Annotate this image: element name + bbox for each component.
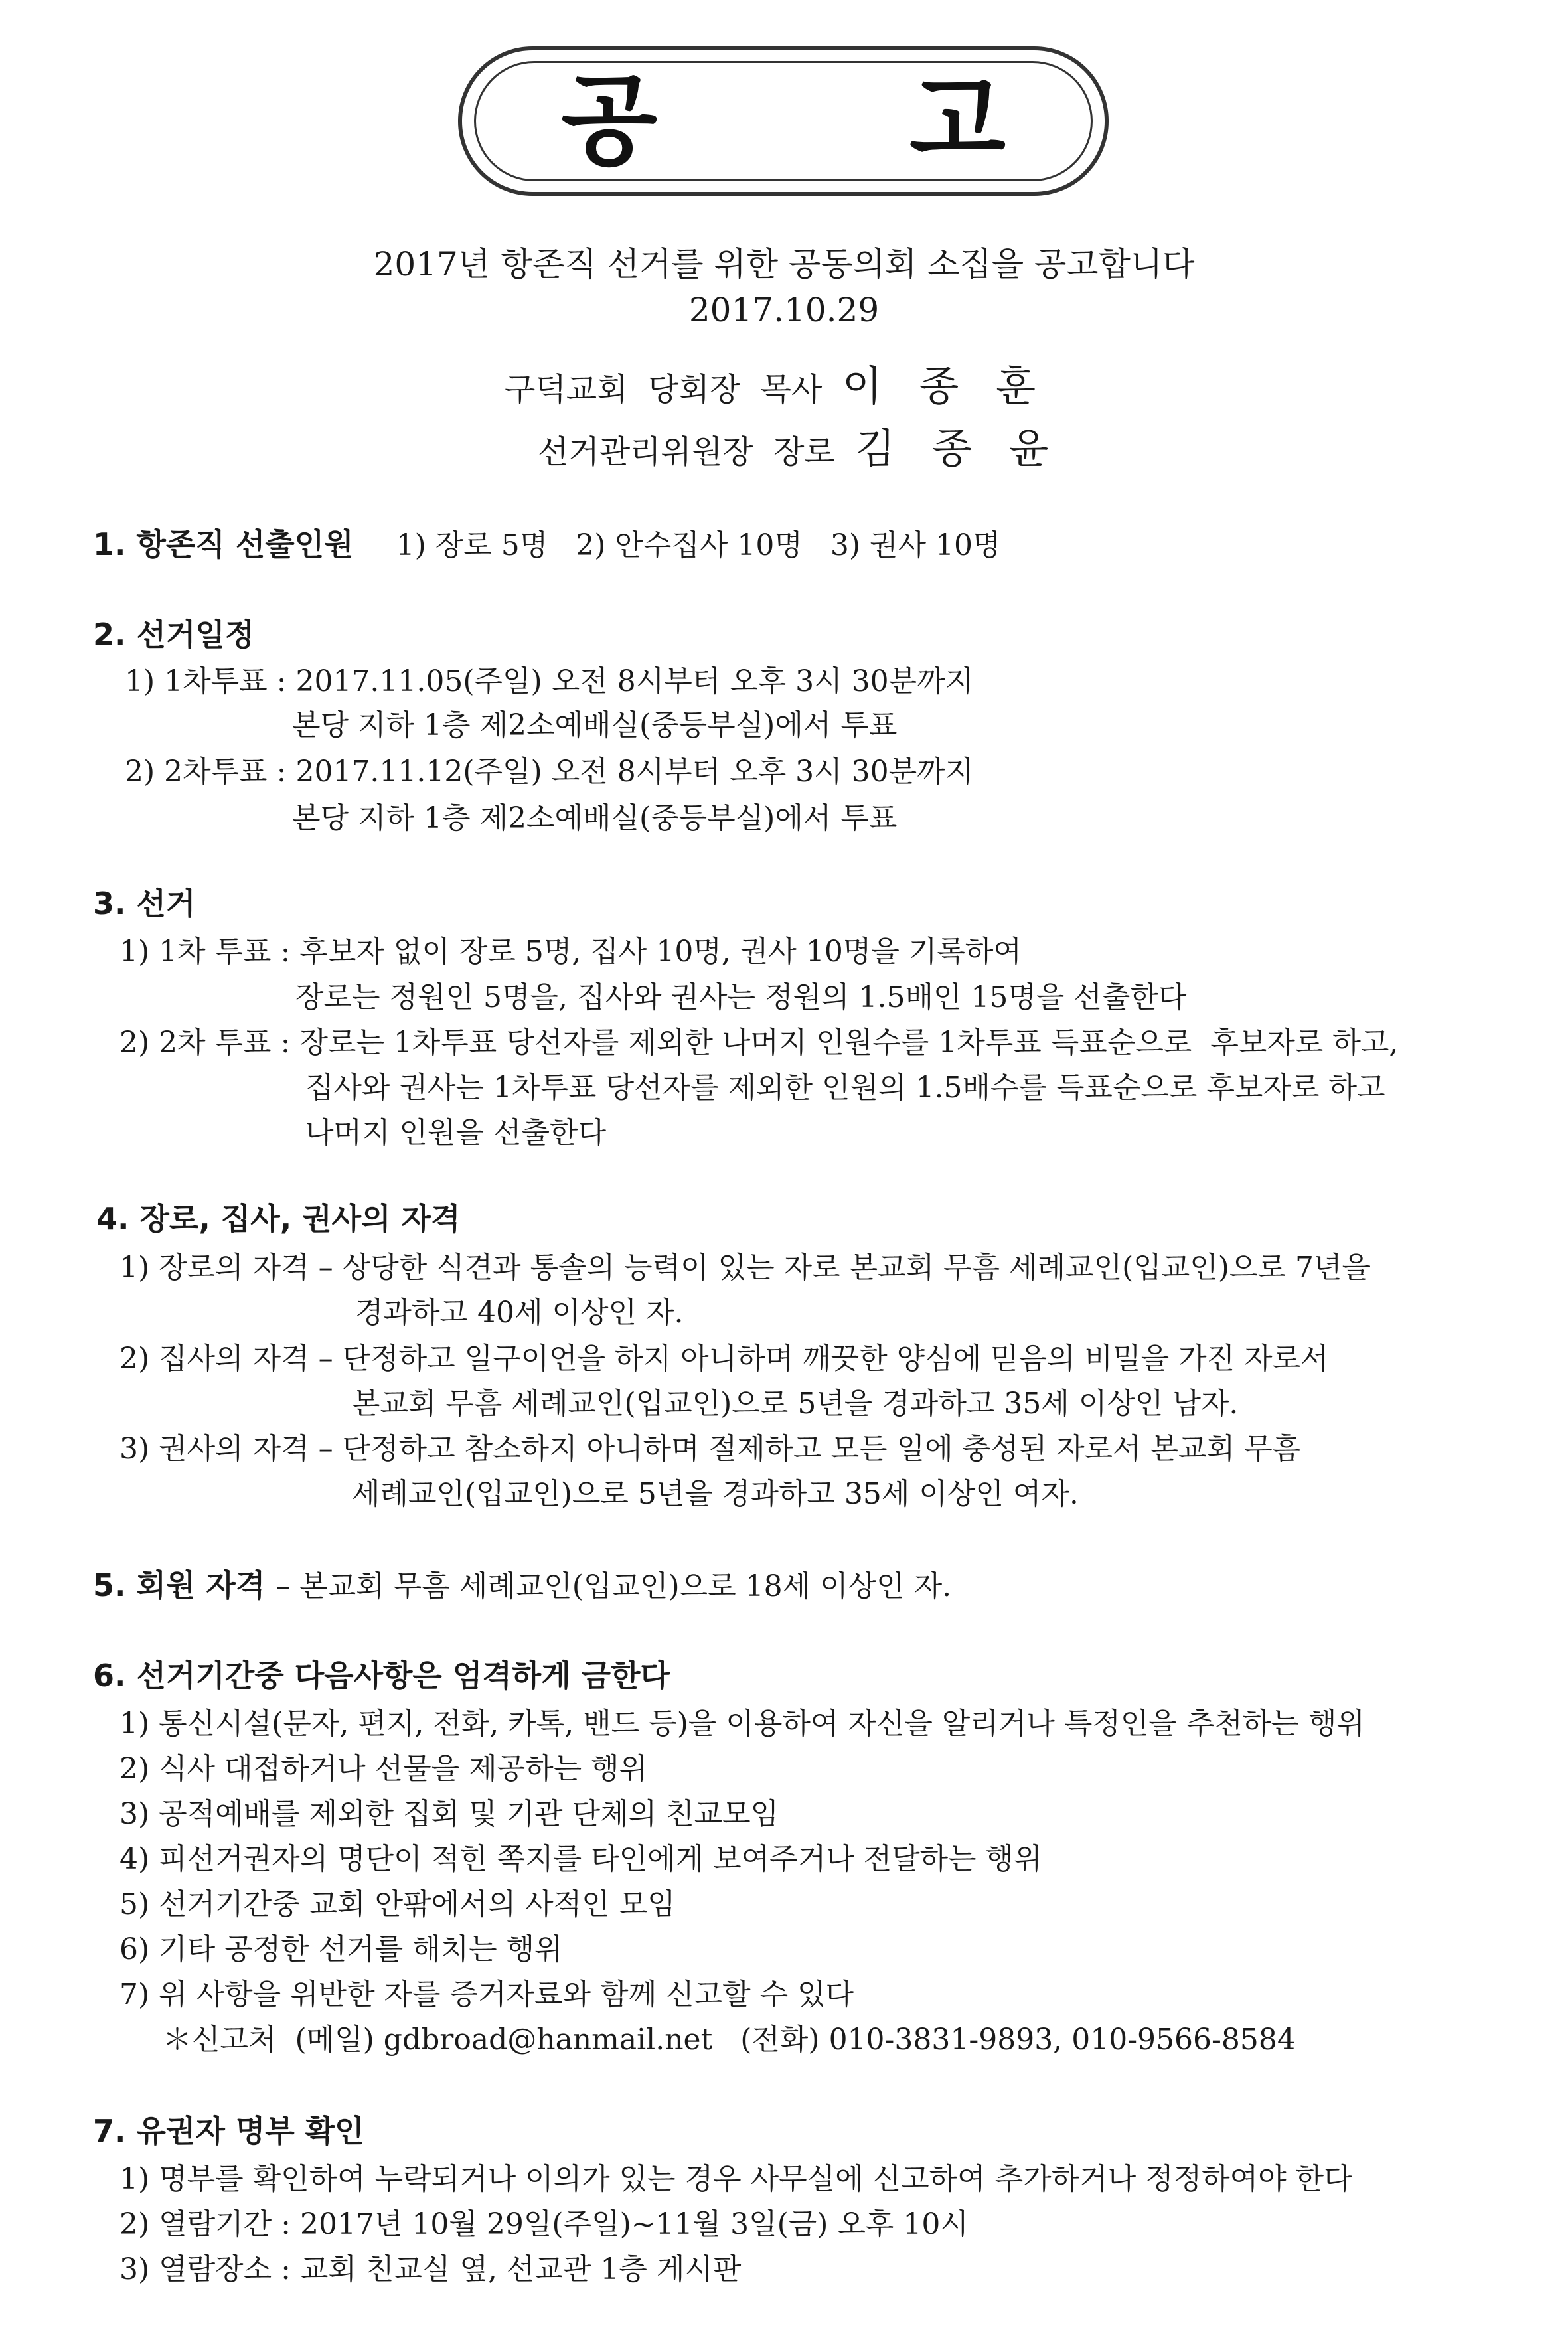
section-3-line: 장로는 정원인 5명을, 집사와 권사는 정원의 1.5배인 15명을 선출한다 bbox=[295, 980, 1187, 1014]
section-7-line: 1) 명부를 확인하여 누락되거나 이의가 있는 경우 사무실에 신고하여 추가하거나 정정하여야 한다 bbox=[119, 2162, 1352, 2196]
section-6-line: 1) 통신시설(문자, 편지, 전화, 카톡, 밴드 등)을 이용하여 자신을 알리거나 특정인을 추천하는 행위 bbox=[119, 1707, 1365, 1741]
report-contact: ＊신고처 (메일) gdbroad@hanmail.net (전화) 010-3831-9893, 010-9566-8584 bbox=[163, 2023, 1296, 2057]
section-4-line: 2) 집사의 자격 – 단정하고 일구이언을 하지 아니하며 깨끗한 양심에 믿음의 비밀을 가진 자로서 bbox=[119, 1342, 1329, 1375]
section-7-heading: 7. 유권자 명부 확인 bbox=[93, 2113, 364, 2149]
title-char-2: 고 bbox=[909, 63, 1006, 179]
signature-committee-name: 김 종 윤 bbox=[855, 424, 1061, 473]
section-2-line: 본당 지하 1층 제2소예배실(중등부실)에서 투표 bbox=[292, 801, 898, 835]
section-3-line: 나머지 인원을 선출한다 bbox=[305, 1116, 607, 1150]
notice-date: 2017.10.29 bbox=[688, 291, 880, 329]
section-5 bbox=[93, 1561, 951, 1605]
section-7-line: 3) 열람장소 : 교회 친교실 옆, 선교관 1층 게시판 bbox=[119, 2252, 742, 2286]
section-6-line: 5) 선거기간중 교회 안팎에서의 사적인 모임 bbox=[119, 1887, 676, 1921]
section-6-line: 4) 피선거권자의 명단이 적힌 쪽지를 타인에게 보여주거나 전달하는 행위 bbox=[119, 1842, 1042, 1876]
section-2-line: 1) 1차투표 : 2017.11.05(주일) 오전 8시부터 오후 3시 30분까지 bbox=[125, 665, 974, 698]
section-6-line: 6) 기타 공정한 선거를 해치는 행위 bbox=[119, 1932, 563, 1966]
section-7-line: 2) 열람기간 : 2017년 10월 29일(주일)~11월 3일(금) 오후 10시 bbox=[119, 2207, 969, 2241]
section-2-line: 2) 2차투표 : 2017.11.12(주일) 오전 8시부터 오후 3시 30분까지 bbox=[125, 755, 974, 789]
section-6-line: 3) 공적예배를 제외한 집회 및 기관 단체의 친교모임 bbox=[119, 1797, 779, 1831]
section-2-heading: 2. 선거일정 bbox=[93, 617, 255, 653]
section-3-heading: 3. 선거 bbox=[93, 886, 196, 921]
section-3-line: 집사와 권사는 1차투표 당선자를 제외한 인원의 1.5배수를 득표순으로 후보자로 하고 bbox=[305, 1071, 1385, 1105]
title-char-1: 공 bbox=[561, 63, 657, 179]
section-4-line: 본교회 무흠 세례교인(입교인)으로 5년을 경과하고 35세 이상인 남자. bbox=[352, 1387, 1239, 1421]
section-3-line: 2) 2차 투표 : 장로는 1차투표 당선자를 제외한 나머지 인원수를 1차투표 득표순으로 후보자로 하고, bbox=[119, 1026, 1399, 1059]
signature-committee-org: 선거관리위원장 장로 bbox=[538, 433, 835, 471]
section-2-line: 본당 지하 1층 제2소예배실(중등부실)에서 투표 bbox=[292, 708, 898, 742]
signature-pastor-name: 이 종 훈 bbox=[842, 362, 1048, 410]
title-inner-frame bbox=[474, 61, 1093, 181]
signature-pastor bbox=[505, 353, 1048, 412]
signature-pastor-org: 구덕교회 당회장 목사 bbox=[505, 371, 823, 408]
section-4-line: 1) 장로의 자격 – 상당한 식견과 통솔의 능력이 있는 자로 본교회 무흠 세례교인(입교인)으로 7년을 bbox=[119, 1251, 1370, 1285]
section-4-line: 경과하고 40세 이상인 자. bbox=[355, 1296, 684, 1330]
section-4-heading: 4. 장로, 집사, 권사의 자격 bbox=[96, 1201, 461, 1237]
title-frame bbox=[458, 46, 1109, 196]
section-4-line: 3) 권사의 자격 – 단정하고 참소하지 아니하며 절제하고 모든 일에 충성된 자로서 본교회 무흠 bbox=[119, 1432, 1301, 1466]
section-6-line: 7) 위 사항을 위반한 자를 증거자료와 함께 신고할 수 있다 bbox=[119, 1978, 854, 2011]
section-6-line: 2) 식사 대접하거나 선물을 제공하는 행위 bbox=[119, 1752, 648, 1786]
section-4-line: 세례교인(입교인)으로 5년을 경과하고 35세 이상인 여자. bbox=[352, 1477, 1079, 1511]
signature-committee bbox=[538, 416, 1060, 475]
section-6-heading: 6. 선거기간중 다음사항은 엄격하게 금한다 bbox=[93, 1658, 670, 1693]
section-1-text: 1) 장로 5명 2) 안수집사 10명 3) 권사 10명 bbox=[396, 528, 1001, 562]
section-1-heading: 1. 항존직 선출인원 bbox=[93, 526, 354, 562]
section-5-text: – 본교회 무흠 세례교인(입교인)으로 18세 이상인 자. bbox=[275, 1569, 952, 1603]
notice-subtitle: 2017년 항존직 선거를 위한 공동의회 소집을 공고합니다 bbox=[373, 245, 1195, 283]
section-3-line: 1) 1차 투표 : 후보자 없이 장로 5명, 집사 10명, 권사 10명을 기록하여 bbox=[119, 935, 1022, 969]
section-1 bbox=[93, 520, 1000, 564]
section-5-heading: 5. 회원 자격 bbox=[93, 1567, 266, 1603]
